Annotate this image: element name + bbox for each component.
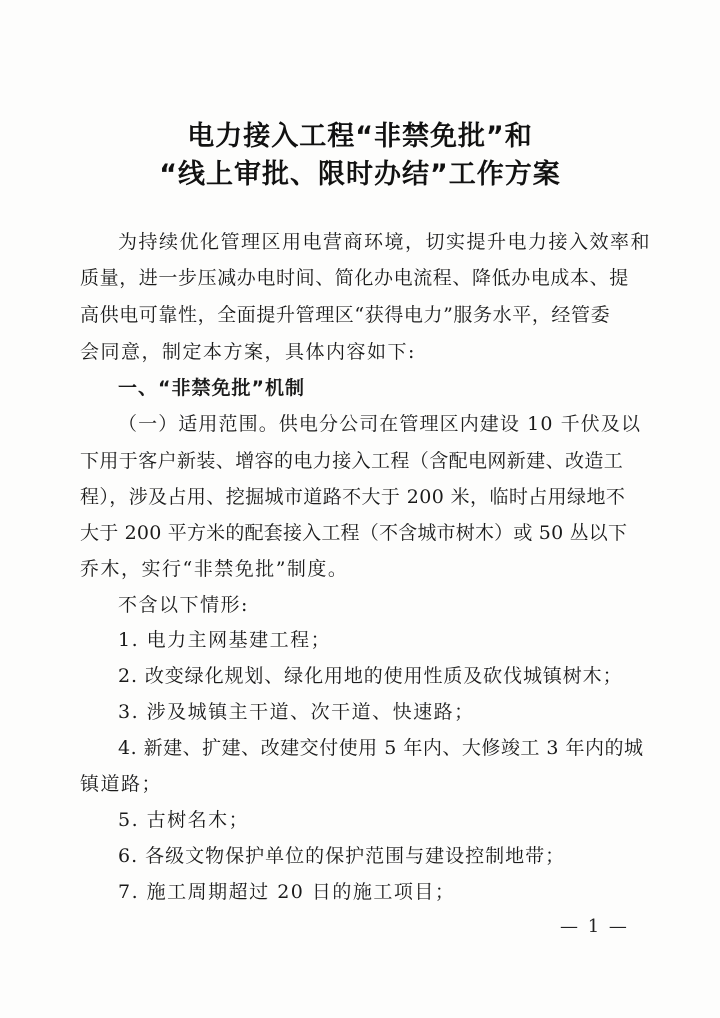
scope-line-2: 下用于客户新装、增容的电力接入工程（含配电网新建、改造工 [80, 450, 624, 472]
scope-line-4: 大于 200 平方米的配套接入工程（不含城市树木）或 50 丛以下 [80, 522, 628, 544]
exclusion-item-2: 2. 改变绿化规划、绿化用地的使用性质及砍伐城镇树木； [118, 665, 623, 687]
section-heading: 一、“非禁免批”机制 [118, 377, 305, 399]
intro-line-3: 高供电可靠性，全面提升管理区“获得电力”服务水平，经管委 [80, 304, 611, 326]
page-number: — 1 — [560, 916, 629, 937]
exclusion-item-6: 6. 各级文物保护单位的保护范围与建设控制地带； [118, 845, 566, 867]
document-title-line-1: 电力接入工程“非禁免批”和 [187, 121, 533, 152]
exclusion-item-1: 1. 电力主网基建工程； [118, 629, 332, 651]
intro-line-4: 会同意，制定本方案，具体内容如下: [80, 341, 416, 363]
scope-line-3: 程），涉及占用、挖掘城市道路不大于 200 米，临时占用绿地不 [80, 486, 626, 508]
exclusion-item-3: 3. 涉及城镇主干道、次干道、快速路； [118, 701, 475, 723]
scope-line-1: （一）适用范围。供电分公司在管理区内建设 10 千伏及以 [118, 413, 642, 435]
document-title-line-2: “线上审批、限时办结”工作方案 [159, 159, 561, 190]
exclusion-item-4-continued: 镇道路； [80, 773, 163, 795]
intro-line-1: 为持续优化管理区用电营商环境，切实提升电力接入效率和 [118, 231, 652, 253]
exclusion-item-7: 7. 施工周期超过 20 日的施工项目； [118, 881, 456, 903]
exclusions-intro: 不含以下情形: [118, 594, 249, 616]
exclusion-item-5: 5. 古树名木； [118, 809, 250, 831]
exclusion-item-4: 4. 新建、扩建、改建交付使用 5 年内、大修竣工 3 年内的城 [118, 737, 644, 759]
intro-line-2: 质量，进一步压减办电时间、简化办电流程、降低办电成本、提 [80, 267, 629, 289]
scope-line-5: 乔木，实行“非禁免批”制度。 [80, 558, 349, 580]
